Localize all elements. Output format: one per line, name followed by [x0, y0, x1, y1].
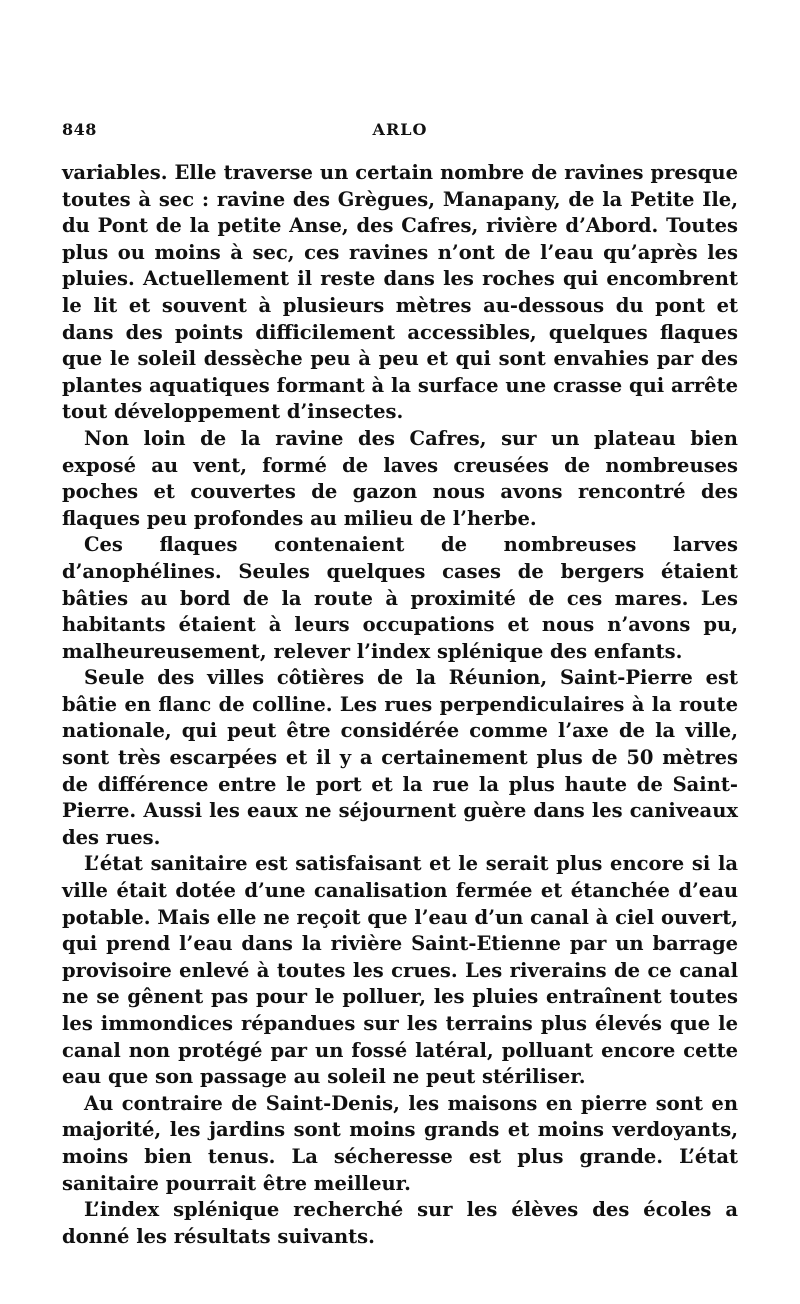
paragraph-index-splenique: L’index splénique recherché sur les élèves des écoles a donné les résultats suivants.: [62, 1198, 738, 1248]
running-title: ARLO: [372, 120, 428, 139]
paragraph-etat-sanitaire: L’état sanitaire est satisfaisant et le serait plus encore si la ville était dotée d’une canalisation fermée et étanchée d’eau potable. Mais elle ne reçoit que l’eau d’un canal à ciel ouvert, qui prend l’eau dans la rivière Saint-Etienne par un barrage provisoire enlevé à toutes les crues. Les riverains de ce canal ne se gênent pas pour le polluer, les pluies entraînent toutes les immondices répandues sur les terrains plus élevés que le canal non protégé par un fossé latéral, polluant encore cette eau que son passage au soleil ne peut stériliser.: [62, 852, 738, 1089]
page-header: [62, 120, 738, 144]
paragraph-saint-denis-comparaison: Au contraire de Saint-Denis, les maisons en pierre sont en majorité, les jardins sont moins grands et moins verdoyants, moins bien tenus. La sécheresse est plus grande. L’état sanitaire pourrait être meilleur.: [62, 1091, 738, 1195]
paragraph-saint-pierre: Seule des villes côtières de la Réunion, Saint-Pierre est bâtie en flanc de colline. Les rues perpendiculaires à la route nationale, qui peut être considérée comme l’axe de la ville, sont très escarpées et il y a certainement plus de 50 mètres de différence entre le port et la rue la plus haute de Saint-Pierre. Aussi les eaux ne séjournent guère dans les caniveaux des rues.: [62, 666, 738, 849]
page-number: 848: [62, 120, 97, 139]
paragraph-continuation: variables. Elle traverse un certain nombre de ravines presque toutes à sec : ravine des Grègues, Manapany, de la Petite Ile, du Pont de la petite Anse, des Cafres, rivière d’Abord. Toutes plus ou moins à sec, ces ravines n’ont de l’eau qu’après les pluies. Actuellement il reste dans les roches qui encombrent le lit et souvent à plusieurs mètres au-dessous du pont et dans des points difficilement accessibles, quelques flaques que le soleil dessèche peu à peu et qui sont envahies par des plantes aquatiques formant à la surface une crasse qui arrête tout développement d’insectes.: [62, 161, 738, 424]
paragraph-flaques-larves: Ces flaques contenaient de nombreuses larves d’anophélines. Seules quelques cases de bergers étaient bâties au bord de la route à proximité de ces mares. Les habitants étaient à leurs occupations et nous n’avons pu, malheureusement, relever l’index splénique des enfants.: [62, 533, 738, 663]
paragraph-ravine-des-cafres: Non loin de la ravine des Cafres, sur un plateau bien exposé au vent, formé de laves creusées de nombreuses poches et couvertes de gazon nous avons rencontré des flaques peu profondes au milieu de l’herbe.: [62, 426, 738, 530]
body-text: [62, 160, 738, 1250]
